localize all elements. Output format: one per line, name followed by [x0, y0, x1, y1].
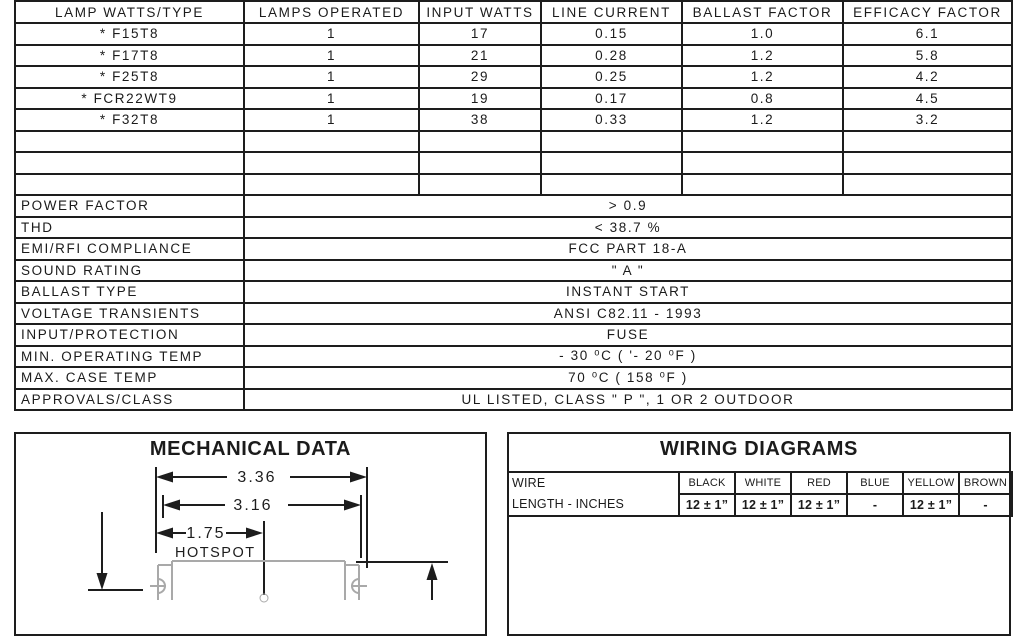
spec-value: FUSE: [244, 324, 1012, 346]
empty-row: [15, 152, 1012, 174]
lamps-operated: 1: [244, 66, 419, 88]
lamp-row: [15, 88, 1012, 110]
spec-row: [15, 238, 1012, 260]
spec-value: 70 ⁰C ( 158 ⁰F ): [244, 367, 1012, 389]
spec-value: UL LISTED, CLASS " P ", 1 OR 2 OUTDOOR: [244, 389, 1012, 411]
input-watts: 17: [419, 23, 541, 45]
length-label: LENGTH - INCHES: [512, 497, 625, 511]
spec-label: MIN. OPERATING TEMP: [15, 346, 244, 368]
lamp-type: * F25T8: [15, 66, 244, 88]
spec-label: APPROVALS/CLASS: [15, 389, 244, 411]
empty-cell: [682, 131, 843, 153]
empty-cell: [843, 174, 1012, 196]
lamp-row: [15, 23, 1012, 45]
lamp-row: [15, 66, 1012, 88]
spec-label: MAX. CASE TEMP: [15, 367, 244, 389]
wire-length-blue: -: [847, 494, 903, 516]
spec-value: ANSI C82.11 - 1993: [244, 303, 1012, 325]
wire-length-white: 12 ± 1”: [735, 494, 791, 516]
line-current: 0.28: [541, 45, 682, 67]
empty-cell: [682, 152, 843, 174]
spec-row: [15, 389, 1012, 411]
spec-label: INPUT/PROTECTION: [15, 324, 244, 346]
line-current: 0.17: [541, 88, 682, 110]
empty-cell: [244, 174, 419, 196]
wire-color-black: BLACK: [679, 472, 735, 494]
empty-cell: [419, 174, 541, 196]
wire-row-labels: [508, 472, 679, 516]
line-current: 0.33: [541, 109, 682, 131]
lamps-operated: 1: [244, 109, 419, 131]
wire-color-red: RED: [791, 472, 847, 494]
lamps-operated: 1: [244, 45, 419, 67]
wire-color-blue: BLUE: [847, 472, 903, 494]
col-header-lamp-watts-type: LAMP WATTS/TYPE: [15, 1, 244, 23]
empty-cell: [541, 131, 682, 153]
spec-row: [15, 324, 1012, 346]
mechanical-data-panel: [14, 432, 487, 636]
efficacy-factor: 6.1: [843, 23, 1012, 45]
empty-cell: [682, 174, 843, 196]
wire-label: WIRE: [512, 476, 546, 490]
lamp-type: * F15T8: [15, 23, 244, 45]
wire-color-white: WHITE: [735, 472, 791, 494]
wire-length-yellow: 12 ± 1”: [903, 494, 959, 516]
empty-row: [15, 131, 1012, 153]
empty-cell: [15, 152, 244, 174]
lamp-type: * FCR22WT9: [15, 88, 244, 110]
empty-row: [15, 174, 1012, 196]
lamps-operated: 1: [244, 88, 419, 110]
lamps-operated: 1: [244, 23, 419, 45]
wire-color-row: [508, 472, 1012, 494]
empty-cell: [15, 174, 244, 196]
spec-row: [15, 303, 1012, 325]
mechanical-drawing: [16, 434, 485, 630]
line-current: 0.25: [541, 66, 682, 88]
empty-cell: [541, 152, 682, 174]
spec-label: THD: [15, 217, 244, 239]
spec-value: FCC PART 18-A: [244, 238, 1012, 260]
spec-row: [15, 260, 1012, 282]
col-header-line-current: LINE CURRENT: [541, 1, 682, 23]
empty-cell: [419, 152, 541, 174]
spec-value: - 30 ⁰C ( '- 20 ⁰F ): [244, 346, 1012, 368]
spec-row: [15, 281, 1012, 303]
ballast-factor: 1.2: [682, 45, 843, 67]
empty-cell: [244, 131, 419, 153]
dimension-label-overall: 3.36: [237, 469, 277, 486]
empty-cell: [843, 152, 1012, 174]
input-watts: 21: [419, 45, 541, 67]
spec-row: [15, 346, 1012, 368]
lamp-type: * F32T8: [15, 109, 244, 131]
spec-value: > 0.9: [244, 195, 1012, 217]
lamp-row: [15, 109, 1012, 131]
spec-row: [15, 217, 1012, 239]
ballast-spec-table: [14, 0, 1013, 411]
spec-row: [15, 195, 1012, 217]
empty-cell: [843, 131, 1012, 153]
spec-row: [15, 367, 1012, 389]
col-header-input-watts: INPUT WATTS: [419, 1, 541, 23]
empty-cell: [244, 152, 419, 174]
ballast-factor: 1.0: [682, 23, 843, 45]
efficacy-factor: 4.5: [843, 88, 1012, 110]
col-header-efficacy-factor: EFFICACY FACTOR: [843, 1, 1012, 23]
ballast-factor: 0.8: [682, 88, 843, 110]
input-watts: 19: [419, 88, 541, 110]
dimension-label-mounting: 3.16: [233, 497, 273, 514]
efficacy-factor: 4.2: [843, 66, 1012, 88]
spec-label: EMI/RFI COMPLIANCE: [15, 238, 244, 260]
ballast-factor: 1.2: [682, 66, 843, 88]
empty-cell: [15, 131, 244, 153]
spec-label: POWER FACTOR: [15, 195, 244, 217]
input-watts: 38: [419, 109, 541, 131]
lamp-row: [15, 45, 1012, 67]
empty-cell: [419, 131, 541, 153]
spec-value: " A ": [244, 260, 1012, 282]
wire-length-black: 12 ± 1”: [679, 494, 735, 516]
wire-length-table: [507, 471, 1013, 517]
lamp-type: * F17T8: [15, 45, 244, 67]
wire-length-brown: -: [959, 494, 1012, 516]
wire-color-brown: BROWN: [959, 472, 1012, 494]
spec-label: BALLAST TYPE: [15, 281, 244, 303]
wiring-diagrams-panel: [507, 432, 1011, 636]
mechanical-data-title: MECHANICAL DATA: [149, 438, 352, 460]
spec-value: INSTANT START: [244, 281, 1012, 303]
efficacy-factor: 5.8: [843, 45, 1012, 67]
hotspot-label: HOTSPOT: [175, 545, 256, 561]
line-current: 0.15: [541, 23, 682, 45]
dimension-label-hotspot: 1.75: [186, 525, 226, 542]
col-header-lamps-operated: LAMPS OPERATED: [244, 1, 419, 23]
spec-label: SOUND RATING: [15, 260, 244, 282]
wire-color-yellow: YELLOW: [903, 472, 959, 494]
spec-value: < 38.7 %: [244, 217, 1012, 239]
spec-header-row: [15, 1, 1012, 23]
input-watts: 29: [419, 66, 541, 88]
wire-length-red: 12 ± 1”: [791, 494, 847, 516]
empty-cell: [541, 174, 682, 196]
wiring-diagrams-title: WIRING DIAGRAMS: [660, 438, 858, 460]
col-header-ballast-factor: BALLAST FACTOR: [682, 1, 843, 23]
ballast-factor: 1.2: [682, 109, 843, 131]
efficacy-factor: 3.2: [843, 109, 1012, 131]
spec-label: VOLTAGE TRANSIENTS: [15, 303, 244, 325]
